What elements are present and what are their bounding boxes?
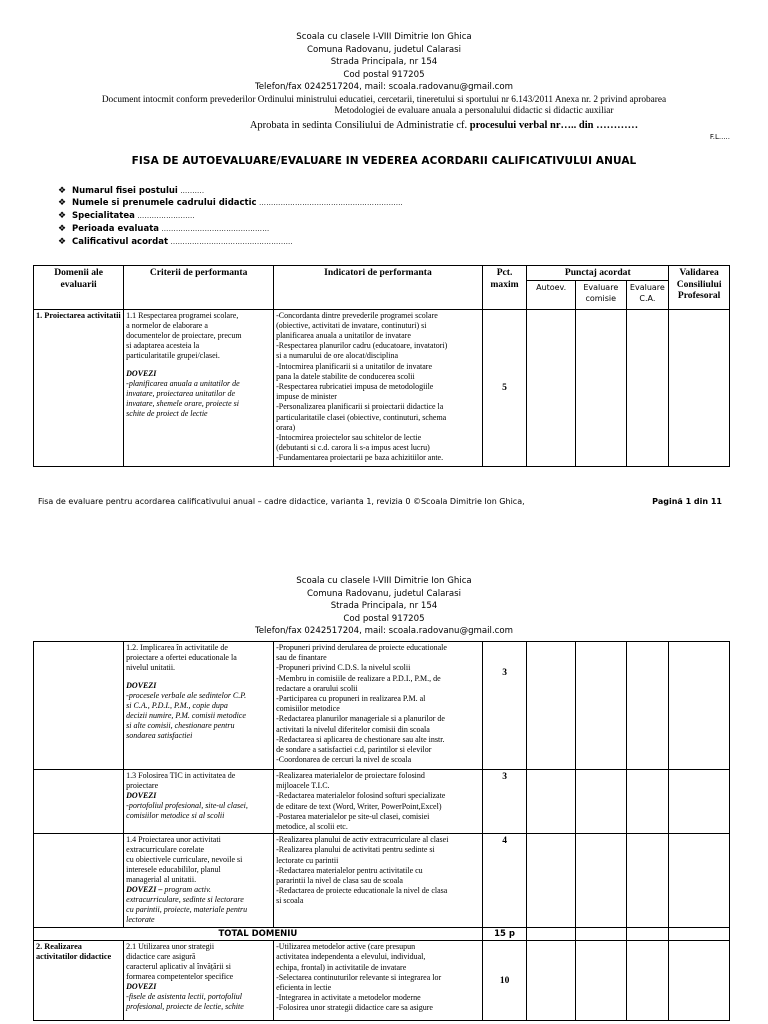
max-points-cell: 3 — [482, 642, 527, 770]
total-row — [34, 928, 730, 941]
header-max-points: Pct. maxim — [482, 266, 527, 310]
indicators-cell: -Propuneri privind derularea de proiecte educationale sau de finantare -Propuneri privind C.D.S. la nivelul scolii -Membru in comisiile de realizare a P.D.I., P.M., de redactare a orarului scolii -Participarea cu propuneri in realizarea P.M. al comisiilor metodice -Redactarea planurilor manageriale si a planurilor de activitati la nivelul diferitelor comisii din scoala -Redactarea si aplicarea de chestionare sau alte instr. de sondare a satisfactiei c.d, parintilor si elevilor -Coordonarea de cercuri la nivel de scoala — [274, 642, 483, 770]
header-validation: Validarea Consiliului Profesoral — [669, 266, 730, 310]
table-row — [34, 642, 730, 770]
header-board-evaluation: Evaluare C.A. — [626, 280, 669, 309]
self-evaluation-input[interactable] — [527, 309, 576, 466]
school-commune: Comuna Radovanu, judetul Calarasi — [306, 588, 462, 599]
self-evaluation-input[interactable] — [527, 834, 576, 928]
max-points-cell: 4 — [482, 834, 527, 928]
criteria-cell: 1.3 Folosirea TIC in activitatea de proiectare DOVEZI -portofoliul profesional, site-ul clasei, comisiilor metodice si al scolii — [124, 770, 274, 834]
indicators-cell: -Realizarea materialelor de proiectare folosind mijloacele T.I.C. -Redactarea materialelor folosind softuri specializate de editare de text (Word, Writer, PowerPoint,Excel) -Postarea materialelor pe site-ul clasei, comisiei metodice, al scolii etc. — [274, 770, 483, 834]
field-job-sheet-number: ❖ Numarul fisei postului ………. — [58, 185, 205, 196]
validation-input[interactable] — [669, 941, 730, 1021]
indicators-cell: -Concordanta dintre prevederile programei scolare (obiective, activitati de invatare, continuturi) si planificarea anuala a unitatilor de invatare -Respectarea planurilor cadru (educatoare, invatatori) si a numarului de ore alocat/disciplina -Intocmirea planificarii si a unitatilor de invatare pana la datele stabilite de conducerea scolii -Respectarea rubricatiei impusa de metodologiile impuse de minister -Personalizarea planificarii si proiectarii didactice la particularitatile clasei (obiective, continuturi, schema orara) -Intocmirea proiectelor sau schitelor de lectie (debutanti si c.d. carora li s-a impus acest lucru) -Fundamentarea proiectarii pe baza achizitiilor ante. — [274, 309, 483, 466]
committee-evaluation-input[interactable] — [575, 941, 626, 1021]
self-evaluation-input[interactable] — [527, 941, 576, 1021]
validation-input[interactable] — [669, 770, 730, 834]
domain-cell — [34, 834, 124, 928]
header-domain: Domenii ale evaluarii — [34, 266, 124, 310]
school-name: Scoala cu clasele I-VIII Dimitrie Ion Ghica — [296, 576, 472, 586]
footer-text: Fisa de evaluare pentru acordarea calificativului anual – cadre didactice, varianta 1, revizia 0 ©Scoala Dimitrie Ion Ghica, — [38, 497, 525, 506]
document-page-2 — [0, 572, 768, 1024]
board-evaluation-input[interactable] — [626, 309, 669, 466]
header-awarded-points: Punctaj acordat — [527, 266, 669, 281]
school-contact: Telefon/fax 0242517204, mail: scoala.radovanu@gmail.com — [254, 626, 514, 636]
total-committee-evaluation-input[interactable] — [575, 928, 626, 941]
criteria-cell: 2.1 Utilizarea unor strategii didactice care asigură caracterul aplicativ al învățării si formarea competentelor specifice DOVEZI -fisele de asistenta lectii, portofoliul profesional, proiecte de lectie, schite — [124, 941, 274, 1021]
domain-cell — [34, 770, 124, 834]
field-specialty: ❖ Specialitatea …………………… — [58, 211, 195, 222]
school-postal-code: Cod postal 917205 — [343, 69, 425, 80]
page-footer — [38, 497, 728, 506]
committee-evaluation-input[interactable] — [575, 309, 626, 466]
committee-evaluation-input[interactable] — [575, 770, 626, 834]
validation-input[interactable] — [669, 834, 730, 928]
header-committee-evaluation: Evaluare comisie — [575, 280, 626, 309]
board-evaluation-input[interactable] — [626, 941, 669, 1021]
header-criteria: Criterii de performanta — [124, 266, 274, 310]
field-teacher-name: ❖ Numele si prenumele cadrului didactic …………………………………………………… — [58, 198, 404, 209]
school-header — [0, 0, 768, 94]
validation-input[interactable] — [669, 309, 730, 466]
table-row — [34, 309, 730, 466]
diamond-bullet-icon: ❖ — [58, 236, 67, 247]
table-row — [34, 770, 730, 834]
field-evaluation-period: ❖ Perioada evaluata ……………………………………… — [58, 223, 270, 234]
header-indicators: Indicatori de performanta — [274, 266, 483, 310]
law-reference: Document intocmit conform prevederilor Ordinului ministrului educatiei, cercetarii, tineretului si sportului nr 6.143/2011 Anexa nr. 2 privind aprobarea Metodologiei de evaluare anuala a personalului didactic si didactic auxiliar — [101, 94, 667, 116]
committee-evaluation-input[interactable] — [575, 642, 626, 770]
evaluation-table — [33, 265, 730, 467]
max-points-cell: 10 — [482, 941, 527, 1021]
total-label: TOTAL DOMENIU — [34, 928, 483, 941]
criteria-cell: 1.2. Implicarea în activitatile de proiectare a ofertei educationale la nivelul unitatii. DOVEZI -procesele verbale ale sedintelor C.P. si C.A., P.D.I., P.M., copie dupa decizii numire, P.M. comisii metodice si alte comisii, chestionare pentru sondarea satisfactiei — [124, 642, 274, 770]
fl-code: F.L..... — [709, 132, 730, 141]
page-number: Pagină 1 din 11 — [652, 497, 722, 506]
header-self-evaluation: Autoev. — [527, 280, 576, 309]
total-self-evaluation-input[interactable] — [527, 928, 576, 941]
school-header — [0, 572, 768, 638]
self-evaluation-input[interactable] — [527, 770, 576, 834]
evaluation-table-continued — [33, 641, 730, 1021]
document-title: FISA DE AUTOEVALUARE/EVALUARE IN VEDEREA ACORDARII CALIFICATIVULUI ANUAL — [131, 154, 637, 167]
diamond-bullet-icon: ❖ — [58, 198, 67, 209]
domain-cell — [34, 642, 124, 770]
school-contact: Telefon/fax 0242517204, mail: scoala.radovanu@gmail.com — [254, 82, 514, 92]
school-commune: Comuna Radovanu, judetul Calarasi — [306, 44, 462, 55]
board-evaluation-input[interactable] — [626, 642, 669, 770]
max-points-cell: 3 — [482, 770, 527, 834]
diamond-bullet-icon: ❖ — [58, 223, 67, 234]
committee-evaluation-input[interactable] — [575, 834, 626, 928]
domain-cell: 2. Realizarea activitatilor didactice — [34, 941, 124, 1021]
page-separator — [0, 530, 768, 572]
diamond-bullet-icon: ❖ — [58, 211, 67, 222]
total-board-evaluation-input[interactable] — [626, 928, 669, 941]
table-header-row — [34, 266, 730, 281]
diamond-bullet-icon: ❖ — [58, 185, 67, 196]
approval-line: Aprobata in sedinta Consiliului de Administratie cf. procesului verbal nr….. din ………… — [249, 119, 639, 131]
school-street: Strada Principala, nr 154 — [330, 57, 438, 67]
indicators-cell: -Realizarea planului de activ extracurriculare al clasei -Realizarea planului de activitati pentru sedinte si lectorate cu parintii -Redactarea materialelor pentru activitatile cu pararintii la nivel de clasa sau de scoala -Redactarea de proiecte educationale la nivel de clasa si scoala — [274, 834, 483, 928]
field-grade-awarded: ❖ Calificativul acordat …………………………………………… — [58, 236, 293, 247]
indicators-cell: -Utilizarea metodelor active (care presupun activitatea independenta a elevului, individual, echipa, frontal) in activitatile de invatare -Selectarea continuturilor relevante si integrarea lor eficienta in lectie -Integrarea in activitate a metodelor moderne -Folosirea unor strategii didactice care sa asigure — [274, 941, 483, 1021]
school-street: Strada Principala, nr 154 — [330, 601, 438, 611]
school-name: Scoala cu clasele I-VIII Dimitrie Ion Ghica — [296, 32, 472, 42]
domain-cell: 1. Proiectarea activitatii — [34, 309, 124, 466]
max-points-cell: 5 — [482, 309, 527, 466]
total-points: 15 p — [482, 928, 527, 941]
validation-input[interactable] — [669, 642, 730, 770]
identification-fields — [58, 185, 768, 249]
criteria-cell: 1.4 Proiectarea unor activitati extracurriculare corelate cu obiectivele curriculare, nevoile si interesele educabililor, planul managerial al unitatii. DOVEZI – program activ. extracurriculare, sedinte si lectorare cu parintii, proiecte, materiale pentru lectorate — [124, 834, 274, 928]
board-evaluation-input[interactable] — [626, 770, 669, 834]
table-row — [34, 834, 730, 928]
board-evaluation-input[interactable] — [626, 834, 669, 928]
self-evaluation-input[interactable] — [527, 642, 576, 770]
total-validation-input[interactable] — [669, 928, 730, 941]
school-postal-code: Cod postal 917205 — [343, 613, 425, 624]
criteria-cell: 1.1 Respectarea programei scolare, a normelor de elaborare a documentelor de proiectare, precum si adaptarea acesteia la particularitatile grupei/clasei. DOVEZI -planificarea anuala a unitatilor de invatare, proiectarea unitatilor de invatare, shemele orare, proiecte si schite de proiect de lectie — [124, 309, 274, 466]
table-row — [34, 941, 730, 1021]
